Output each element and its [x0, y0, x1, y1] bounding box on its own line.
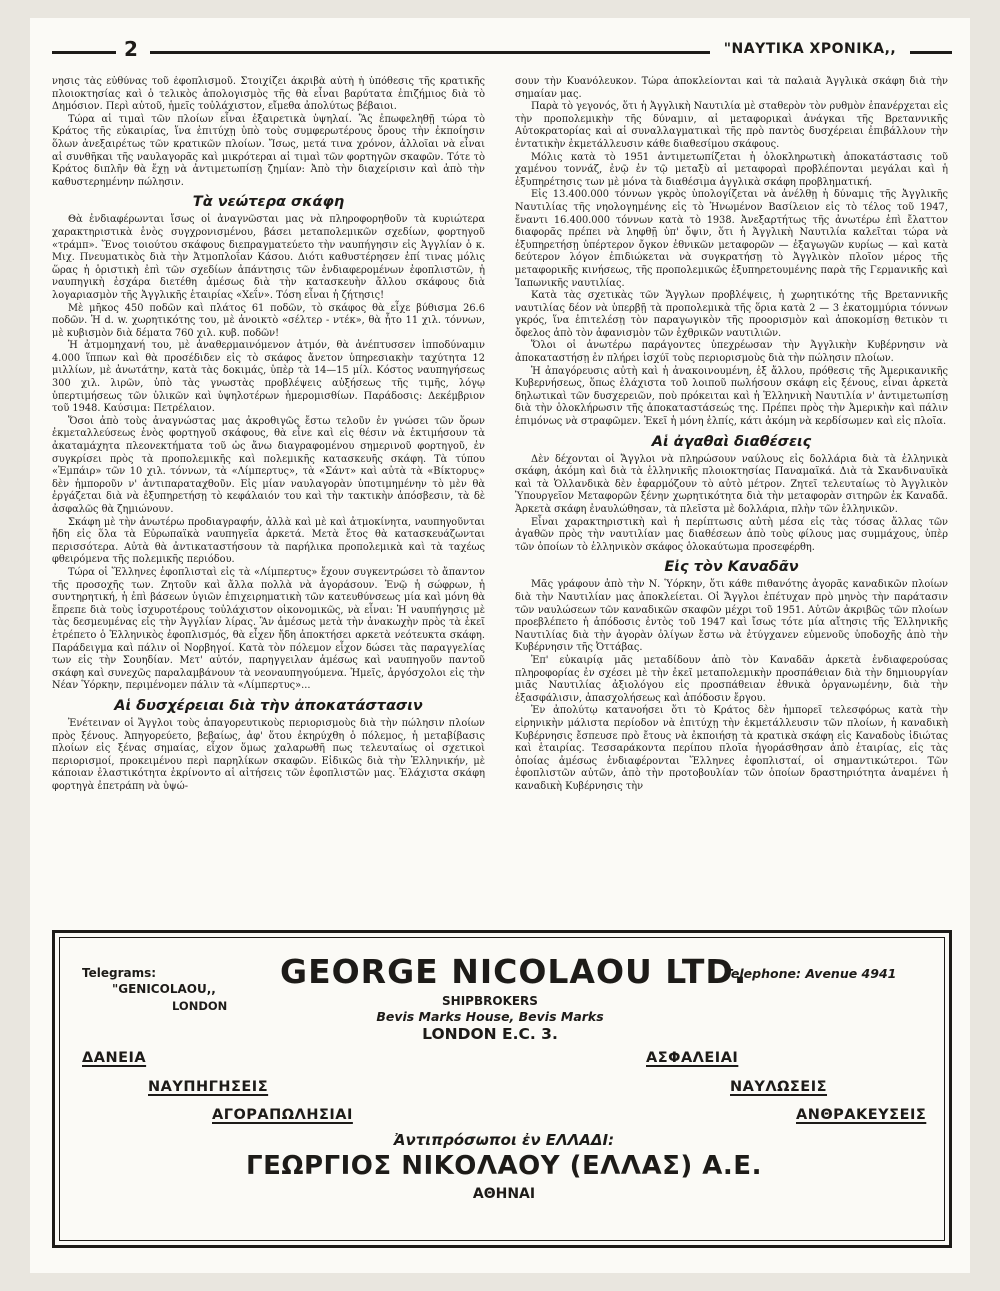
section-heading: Αἱ δυσχέρειαι διὰ τὴν ἀποκατάστασιν: [114, 697, 423, 714]
article-paragraph: σουν τὴν Κυανόλευκον. Τώρα ἀποκλείονται καὶ τὰ παλαιὰ Ἀγγλικὰ σκάφη διὰ τὴν σημαίαν μας.: [515, 76, 948, 100]
article-paragraph: Μόλις κατὰ τὸ 1951 ἀντιμετωπίζεται ἡ ὁλοκληρωτικὴ ἀποκατάστασις τοῦ χαμένου τοννάζ, ἐνῷ ἐν τῷ μεταξὺ αἱ μεταφοραὶ προβλέπονται μεγάλαι καὶ ἡ ἐξυπηρέτησις των μὲ μόνα τὰ διαθέσιμα ἀγγλικὰ σκάφη προβληματική.: [515, 151, 948, 188]
section-heading: Εἰς τὸν Καναδᾶν: [664, 559, 799, 576]
article-paragraph: Ἡ ἀτμομηχανή του, μὲ ἀναθερμαινόμενον ἀτμόν, θὰ ἀνέπτυσσεν ἱπποδύναμιν 4.000 ἵππων καὶ θὰ προσέδιδεν εἰς τὸ σκάφος ἄνετον ὑπηρεσιακὴν ταχύτητα 12 μιλλίων, μὲ ἀνωτάτην, κατὰ τὰς δοκιμάς, ὑπὲρ τὰ 14—15 μίλ. Κόστος ναυπηγήσεως 300 χιλ. λιρῶν, ὑπὸ τὰς γνωστὰς προβλέψεις αὐξήσεως τῆς τιμῆς, λόγῳ ὑπερτιμήσεως τῶν ὑλικῶν καὶ ὑψηλοτέρων ἡμερομισθίων. Παράδοσις: Δεκέμβριον τοῦ 1948. Καύσιμα: Πετρέλαιον.: [52, 340, 485, 415]
newspaper-page: [30, 18, 970, 1273]
article-paragraph: Παρὰ τὸ γεγονός, ὅτι ἡ Ἀγγλικὴ Ναυτιλία μὲ σταθερὸν τὸν ρυθμὸν ἐπανέρχεται εἰς τὴν προπολεμικὴν τῆς δύναμιν, αἱ μεταφορικαὶ ἀνάγκαι τῆς Βρεταννικῆς Αὐτοκρατορίας καὶ αἱ συναλλαγματικαὶ τῆς πρὸ παντὸς δυσχέρειαι ἐπιβάλλουν τὴν ἐντατικὴν ἐκμετάλλευσιν κάθε διαθεσίμου σκάφους.: [515, 101, 948, 150]
article-paragraph: Ἐνέτειναν οἱ Ἄγγλοι τοὺς ἀπαγορευτικοὺς περιορισμοὺς διὰ τὴν πώλησιν πλοίων πρὸς ξένους. Ἀπηγορεύετο, βεβαίως, ἀφ' ὅτου ἐκηρύχθη ὁ πόλεμος, ἡ μεταβίβασις πλοίων εἰς ξένας σημαίας, εἶχον ὅμως χαλαρωθῆ πως τελευταίως οἱ σχετικοὶ περιορισμοί, προκειμένου περὶ παρηλίκων σκαφῶν. Εἰδικῶς διὰ τὴν Ἑλληνικήν, μὲ κάποιαν ἐλαστικότητα ἐκρίνοντο αἱ αἰτήσεις τῶν ἐφοπλιστῶν μας. Ἐλάχιστα σκάφη φορτηγὰ ἐπετράπη νὰ ὑψώ-: [52, 717, 485, 792]
representatives-label: Ἀντιπρόσωποι ἐν ΕΛΛΑΔΙ:: [393, 1131, 615, 1149]
article-paragraph: Κατὰ τὰς σχετικὰς τῶν Ἄγγλων προβλέψεις, ἡ χωρητικότης τῆς Βρεταννικῆς ναυτιλίας δέον νὰ ὑπερβῇ τὰ προπολεμικὰ τῆς ὅρια κατὰ 2 — 3 ἑκατομμύρια τόννων γκρός, ἵνα ἐπιτελέσῃ τὸν παραγωγικὸν τῆς προορισμὸν καὶ ἀποκομίσῃ θετικὸν τι ὄφελος ἀπὸ τὸν ἀφανισμὸν τῶν ἐχθρικῶν ναυτιλιῶν.: [515, 290, 948, 339]
article-paragraph: Εἶναι χαρακτηριστικὴ καὶ ἡ περίπτωσις αὐτὴ μέσα εἰς τὰς τόσας ἄλλας τῶν ἀγαθῶν πρὸς τὴν ναυτιλίαν μας διαθέσεων ἀπὸ τοὺς φίλους μας συμμάχους, ὑπὲρ τῶν ὁποίων τὸ ἑλληνικὸν σκάφος ὁλοκαύτωμα προσεφέρθη.: [515, 516, 948, 553]
company-business: SHIPBROKERS: [442, 994, 538, 1008]
left-text-column: [52, 76, 485, 921]
section-heading: Αἱ ἀγαθαὶ διαθέσεις: [651, 433, 812, 450]
article-paragraph: Τώρα οἱ Ἕλληνες ἐφοπλισταὶ εἰς τὰ «Λίμπερτυς» ἔχουν συγκεντρώσει τὸ ἄπαντον τῆς προσοχῆς των. Ζητοῦν καὶ ἄλλα πολλὰ νὰ ἀγοράσουν. Ἐνῷ ἡ σώφρων, ἡ συντηρητική, ἡ ἐπὶ βάσεων ὑγιῶν ἐπιχειρηματικὴ τῶν κατευθύνσεως μία καὶ μόνη θὰ ἔπρεπε διὰ τοὺς ἰσχυροτέρους τοὐλάχιστον οἰκονομικῶς, νὰ εἶναι: Ἡ ναυπήγησις μὲ τὰς δεσμευμένας εἰς τὴν Ἀγγλίαν λίρας. Ἂν ἀμέσως μετὰ τὴν ἀνακωχὴν πρὸς τὰ ἐκεῖ ἐτρέπετο ὁ Ἑλληνικὸς ἐφοπλισμός, θὰ εἶχεν ἤδη ἀποκτήσει αρκετὰ νεότευκτα σκάφη. Παράδειγμα καὶ πάλιν οἱ Νορβηγοί. Κατὰ τὸν πόλεμον εἶχον δώσει τὰς παραγγελίας των εἰς τὴν Σουηδίαν. Μετ' αὐτόν, παρηγγειλαν ἀμέσως καὶ ναυπηγοῦν παντοῦ σκάφη καὶ συνεχῶς παραλαμβάνουν τὰ νεοναυπηγούμενα. Ἡμεῖς, ἀργόσχολοι εἰς τὴν Νέαν Ὑόρκην, περιμένομεν πάλιν τὰ «Λίμπερτυς»...: [52, 566, 485, 692]
header-rule: [150, 51, 710, 54]
article-paragraph: Εἰς 13.400.000 τόννων γκρὸς ὑπολογίζεται νὰ ἀνέλθῃ ἡ δύναμις τῆς Ἀγγλικῆς Ναυτιλίας τῆς νηολογημένης εἰς τὸ Ἡνωμένον Βασίλειον εἰς τὸ τέλος τοῦ 1947, ἔναντι 16.400.000 τόννων κατὰ τὸ 1938. Ἀνεξαρτήτως τῆς ἀνωτέρω ἐπὶ ἔλαττον διαφορᾶς πρέπει νὰ ληφθῇ ὑπ' ὄψιν, ὅτι ἡ Ἀγγλικὴ Ναυτιλία καλεῖται τώρα νὰ ἐξυπηρετήσῃ ὑπέρτερον ὄγκον ἐθνικῶν μεταφορῶν — ἐξαγωγῶν κυρίως — καὶ κατὰ δεύτερον λόγον ἐπιδιώκεται νὰ συγκρατήσῃ τὸ Ἀγγλικὸν πλοῖον μέρος τῆς μεταφορικῆς κινήσεως, τῆς προπολεμικῶς ἐξυπηρετουμένης παρὰ τῆς Γερμανικῆς καὶ Ἰαπωνικῆς ναυτιλίας.: [515, 189, 948, 289]
service-insurance: ΑΣΦΑΛΕΙΑΙ: [646, 1050, 739, 1066]
ad-inner-frame: [59, 937, 945, 1241]
service-sales-purchases: ΑΓΟΡΑΠΩΛΗΣΙΑΙ: [212, 1107, 353, 1123]
article-paragraph: Ὅσοι ἀπὸ τοὺς ἀναγνώστας μας ἀκροθιγῶς ἔστω τελοῦν ἐν γνώσει τῶν ὅρων ἐκμεταλλεύσεως ἑνὸς φορτηγοῦ σκάφους, θὰ εἶνε καὶ εἰς θέσιν νὰ ἐκτιμήσουν τὰ ἀκαταμάχητα πλεονεκτήματα τοῦ ὡς ἄνω διαγραφομένου σημερινοῦ φορτηγοῦ, ἐν συγκρίσει πρὸς τὰ προπολεμικῆς καὶ πολεμικῆς κατασκευῆς σκάφη. Τὰ τύπου «Ἐμπάιρ» τῶν 10 χιλ. τόννων, τὰ «Λίμπερτυς», τὰ «Σάντ» καὶ αὐτὰ τὰ «Βίκτορυς» δὲν ἠμποροῦν ν' ἀντιπαραταχθοῦν. Εἰς μίαν ναυλαγορὰν ὑποτιμημένην τὸ μὲν θὰ ἐργάζεται διὰ νὰ ἐξυπηρετήσῃ τὸ κεφάλαιόν του καὶ τὴν τακτικὴν ἀπόσβεσιν, τὰ δὲ ἀσφαλῶς θὰ ζημιώνουν.: [52, 415, 485, 515]
service-chartering: ΝΑΥΛΩΣΕΙΣ: [730, 1079, 828, 1095]
greek-company-name: ΓΕΩΡΓΙΟΣ ΝΙΚΟΛΑΟΥ (ΕΛΛΑΣ) Α.Ε.: [246, 1151, 762, 1181]
page-header: [52, 37, 952, 70]
article-paragraph: Ἐν ἀπολύτῳ κατανοήσει ὅτι τὸ Κράτος δὲν ἠμπορεῖ τελεσφόρως κατὰ τὴν εἰρηνικὴν μάλιστα περίοδον νὰ ἐπιτύχῃ τὴν ἐκμετάλλευσιν τῶν πλοίων, ἡ καναδικὴ Κυβέρνησις ἔσπευσε πρὸ ἔτους νὰ ἐκποιήσῃ τὰ κρατικὰ σκάφη εἰς Καναδοὺς ἰδιώτας καὶ ἑταιρίας. Τεσσαράκοντα περίπου πλοῖα ἠγοράσθησαν ἀπὸ ἑταιρίας, εἰς τὰς ὁποίας ἀμέσως ἐνδιαφέρονται Ἕλληνες ἐφοπλισταί, οἱ σημαντικώτεροι. Τῶν ἐφοπλιστῶν αὐτῶν, ἀπὸ τὴν προτοβουλίαν τῶν ὁποίων δραστηριότητα ἀναμένει ἡ καναδικὴ Κυβέρνησις τὴν: [515, 705, 948, 792]
article-paragraph: Μᾶς γράφουν ἀπὸ τὴν Ν. Ὑόρκην, ὅτι κάθε πιθανότης ἀγορᾶς καναδικῶν πλοίων διὰ τὴν Ναυτιλίαν μας ἀποκλείεται. Οἱ Ἄγγλοι ἐπέτυχαν πρὸ μηνὸς τὴν παράτασιν τῶν ναυλώσεων τῶν καναδικῶν σκαφῶν μέχρι τοῦ 1951. Αὐτῶν ἀκριβῶς τῶν πλοίων προεβλέπετο ἡ ἀπόδοσις ἐντὸς τοῦ 1947 καὶ ἴσως τότε μία αἴτησις τῆς Ἑλληνικῆς Ναυτιλίας διὰ τὴν ἀγορὰν ὀλίγων ἔστω νὰ ἐτύγχανεν εὐμενοῦς ὑποδοχῆς ἀπὸ τὴν Κυβέρνησιν τῆς Ὀττάβας.: [515, 579, 948, 654]
company-name: GEORGE NICOLAOU LTD.: [280, 952, 748, 991]
section-heading: Τὰ νεώτερα σκάφη: [192, 194, 345, 211]
shipbroker-advertisement: [52, 930, 952, 1248]
article-paragraph: Μὲ μῆκος 450 ποδῶν καὶ πλάτος 61 ποδῶν, τὸ σκάφος θὰ εἶχε βύθισμα 26.6 ποδῶν. Ἡ d. w. χωρητικότης του, μὲ ἀνοικτὸ «σέλτερ - ντέκ», θὰ ἦτο 11 χιλ. τόννων, μὲ κυβισμὸν διὰ δέματα 760 χιλ. κυβ. ποδῶν!: [52, 302, 485, 339]
company-city: LONDON E.C. 3.: [422, 1025, 558, 1043]
article-paragraph: Τώρα αἱ τιμαὶ τῶν πλοίων εἶναι ἐξαιρετικὰ ὑψηλαί. Ἂς ἐπωφεληθῇ τώρα τὸ Κράτος τῆς εὐκαιρίας, ἵνα ἐπιτύχῃ ὑπὸ τοὺς συμφερωτέρους ὅρους τὴν ἐκποίησιν ὅλων ἀνεξαιρέτως τῶν κρατικῶν πλοίων. Ἴσως, μετά τινα χρόνον, ἀλλοῖαι νὰ εἶναι αἱ συνθῆκαι τῆς ναυλαγορᾶς καὶ μικρότεραι αἱ τιμαὶ τῶν φορτηγῶν σκαφῶν. Τότε τὸ Κράτος διπλῆν θὰ ἔχῃ νὰ ἀντιμετωπίσῃ ζημίαν: Ἀπὸ τὴν διαχείρισιν καὶ ἀπὸ τὴν καθυστερημένην πώλησιν.: [52, 113, 485, 188]
header-rule: [52, 51, 116, 54]
service-bunkering: ΑΝΘΡΑΚΕΥΣΕΙΣ: [796, 1107, 927, 1123]
telephone: Telephone: Avenue 4941: [724, 966, 897, 981]
greek-company-city: ΑΘΗΝΑΙ: [472, 1186, 536, 1202]
telegrams-city: LONDON: [172, 999, 228, 1013]
article-paragraph: Ἐπ' εὐκαιρίᾳ μᾶς μεταδίδουν ἀπὸ τὸν Καναδᾶν ἀρκετὰ ἐνδιαφερούσας πληροφορίας ἐν σχέσει μὲ τὴν ἐκεῖ μεταπολεμικὴν προσπάθειαν διὰ τὴν δημιουργίαν μιᾶς Ναυτιλίας ἀξιολόγου εἰς προσπάθειαν ἐθνικὰ ὀργανωμένην, διὰ τὴν ἐξασφάλισιν, ἀπασχολήσεως καὶ ἀπόδοσιν ἔργου.: [515, 654, 948, 704]
company-address: Bevis Marks House, Bevis Marks: [376, 1009, 604, 1024]
service-loans: ΔΑΝΕΙΑ: [82, 1050, 147, 1066]
telegrams-code: "GENICOLAOU,,: [112, 982, 216, 996]
right-text-column: [515, 76, 948, 921]
article-paragraph: Θὰ ἐνδιαφέρωνται ἴσως οἱ ἀναγνῶσται μας νὰ πληροφορηθοῦν τὰ κυριώτερα χαρακτηριστικὰ ἑνὸς συγχρονισμένου, βάσει μεταπολεμικῶν σχεδίων, φορτηγοῦ «τράμπ». Ἕνος τοιούτου σκάφους διεπραγματεύετο τὴν ναυπήγησιν εἰς Ἀγγλίαν ὁ κ. Μιχ. Πνευματικὸς διὰ τὴν Ἀτμοπλοΐαν Κάσου. Διότι καθυστέρησεν ἐπί τινας μόλις ὥρας ἡ ὁριστικὴ ἐπὶ τῶν σχεδίων ἀπάντησις τῶν ἐνδιαφερομένων ἐφοπλιστῶν, ἡ ναυπηγικὴ ἐσχάρα διετέθη ἀμέσως διὰ τὴν κατασκευὴν ἄλλου σκάφους διὰ λογαριασμὸν τῆς Ἀγγλικῆς ἑταιρίας «Χεΐν». Τόση εἶναι ἡ ζήτησις!: [52, 214, 485, 301]
article-paragraph: νησις τὰς εὐθύνας τοῦ ἐφοπλισμοῦ. Στοιχίζει ἀκριβὰ αὐτὴ ἡ ὑπόθεσις τῆς κρατικῆς πλοιοκτησίας καὶ ὁ τελικὸς ἀπολογισμὸς τῆς θὰ εἶναι βαρύτατα ἐπιζήμιος διὰ τὸ Δημόσιον. Περὶ αὐτοῦ, ἡμεῖς τοὐλάχιστον, εἴμεθα ἀπολύτως βέβαιοι.: [52, 76, 485, 113]
article-paragraph: Ὅλοι οἱ ἀνωτέρω παράγοντες ὑπεχρέωσαν τὴν Ἀγγλικὴν Κυβέρνησιν νὰ ἀποκαταστήσῃ ἐν πλήρει ἰσχύϊ τοὺς περιορισμοὺς διὰ τὴν πώλησιν πλοίων.: [515, 340, 948, 365]
service-shipbuilding: ΝΑΥΠΗΓΗΣΕΙΣ: [148, 1079, 269, 1095]
article-paragraph: Σκάφη μὲ τὴν ἀνωτέρω προδιαγραφήν, ἀλλὰ καὶ μὲ καὶ ἀτμοκίνητα, ναυπηγοῦνται ἤδη εἰς ὅλα τὰ Εὐρωπαϊκὰ ναυπηγεῖα ἀρκετά. Μετὰ ἔτος θὰ κατασκευάζωνται περισσότερα. Αὐτὰ θὰ ἀντικαταστήσουν τὰ παρήλικα προπολεμικὰ καὶ τὰ ταχέως φθειρόμενα τῆς πολεμικῆς περιόδου.: [52, 516, 485, 566]
publication-title: "ΝΑΥΤΙΚΑ ΧΡΟΝΙΚΑ,,: [723, 41, 897, 57]
page-number: 2: [124, 37, 138, 61]
article-paragraph: Δὲν δέχονται οἱ Ἄγγλοι νὰ πληρώσουν ναύλους εἰς δολλάρια διὰ τὰ ἑλληνικὰ σκάφη, ἀκόμη καὶ διὰ τὰ ἑλληνικῆς πλοιοκτησίας Παναμαϊκά. Διὰ τὰ Σκανδιναυϊκὰ καὶ τὰ Ὁλλανδικὰ δὲν ἐφαρμόζουν τὸ αὐτὸ μέτρον. Ζητεῖ τελευταίως τὸ Ἀγγλικὸν Ὑπουργεῖον Μεταφορῶν ξένην χωρητικότητα διὰ τὴν μεταφορὰν σιτηρῶν ἐκ Καναδᾶ. Ἀρκετὰ σκάφη ἐναυλώθησαν, τὰ πλεῖστα μὲ δολλάρια, πλὴν τῶν ἑλληνικῶν.: [515, 453, 948, 515]
article-paragraph: Ἡ ἀπαγόρευσις αὐτὴ καὶ ἡ ἀνακοινουμένη, ἐξ ἄλλου, πρόθεσις τῆς Ἀμερικανικῆς Κυβερνήσεως, ὅπως ἐλάχιστα τοῦ λοιποῦ πωλήσουν σκάφη εἰς ξένους, εἶναι ἀρκετὰ δηλωτικαὶ τῶν δυσχερειῶν, ποὺ πρόκειται καὶ ἡ Ἑλληνικὴ Ναυτιλία ν' ἀντιμετωπίσῃ διὰ τὴν ὁλοκλήρωσιν τῆς ἀποκαταστάσεώς της. Πρέπει πρὸς τὴν Ἀμερικὴν καὶ πάλιν ἐπιμόνως νὰ στραφῶμεν. Ἐκεῖ ἡ μόνη ἐλπίς, κάτι ἀκόμη νὰ κερδίσωμεν καὶ εἰς πλοῖα.: [515, 365, 948, 428]
header-rule: [910, 51, 952, 54]
telegrams-label: Telegrams:: [82, 966, 157, 980]
